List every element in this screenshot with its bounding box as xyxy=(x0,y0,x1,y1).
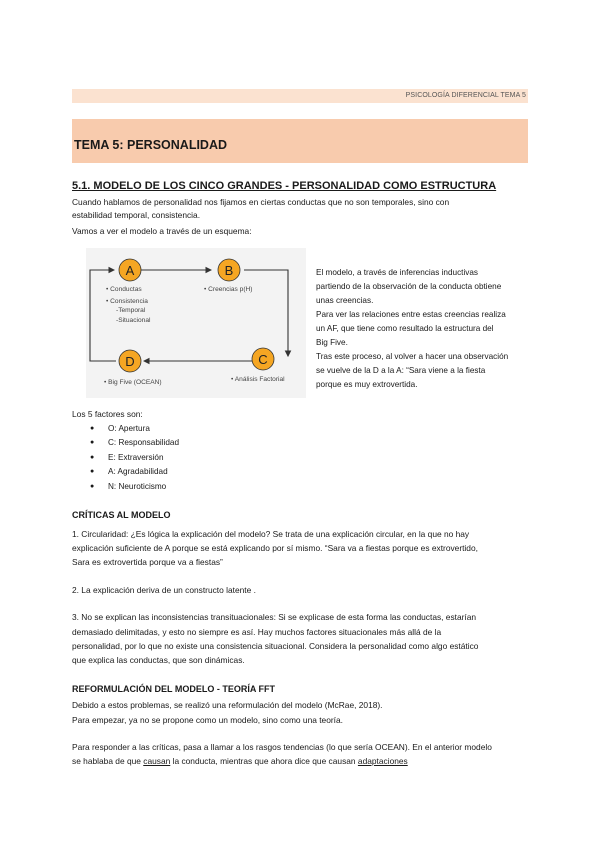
factor-item: ● O: Apertura xyxy=(90,422,179,436)
side-line-1: El modelo, a través de inferencias inductivas xyxy=(316,268,479,277)
underlined-causan: causan xyxy=(143,756,171,766)
factors-list xyxy=(90,422,179,494)
critica-3-line-4: que explica las conductas, que son dinámicas. xyxy=(72,655,245,665)
side-line-9: porque es muy extrovertida. xyxy=(316,380,418,389)
factor-item: ● E: Extraversión xyxy=(90,451,179,465)
reformulacion-line-1: Debido a estos problemas, se realizó una reformulación del modelo (McRae, 2018). xyxy=(72,700,383,710)
diagram-explanation xyxy=(316,266,530,392)
section-heading: 5.1. MODELO DE LOS CINCO GRANDES - PERSONALIDAD COMO ESTRUCTURA xyxy=(72,180,497,192)
page-title: TEMA 5: PERSONALIDAD xyxy=(74,138,228,152)
factors-title: Los 5 factores son: xyxy=(72,409,143,419)
node-a-label: A xyxy=(125,263,135,278)
critica-1-line-1: 1. Circularidad: ¿Es lógica la explicación del modelo? Se trata de una explicación circular, en la que no hay xyxy=(72,529,470,539)
side-line-7: Tras este proceso, al volver a hacer una observación xyxy=(316,352,509,361)
side-line-6: Big Five. xyxy=(316,338,348,347)
a-item-consistencia: • Consistencia xyxy=(106,298,148,305)
a-item-situacional: -Situacional xyxy=(116,317,151,324)
critica-1-line-2: explicación suficiente de A porque se está explicando por sí mismo. “Sara va a fiestas porque es extrovertido, xyxy=(72,543,478,553)
b-item-creencias: • Creencias p(H) xyxy=(204,286,253,293)
arrow-d-to-a xyxy=(90,270,116,361)
reformulacion-text-b: la conducta, mientras que ahora dice que causan xyxy=(170,756,358,766)
reformulacion-line-2: Para empezar, ya no se propone como un modelo, sino como una teoría. xyxy=(72,715,343,725)
reformulacion-heading: REFORMULACIÓN DEL MODELO - TEORÍA FFT xyxy=(72,684,275,694)
c-item-analisis: • Análisis Factorial xyxy=(231,376,285,383)
critica-2: 2. La explicación deriva de un constructo latente . xyxy=(72,585,256,595)
intro-line-2: estabilidad temporal, consistencia. xyxy=(72,210,201,220)
title-band xyxy=(72,119,528,163)
critica-3-line-3: personalidad, por lo que no existe una consistencia situacional. Considera la personalidad como algo estático xyxy=(72,641,479,651)
underlined-adaptaciones: adaptaciones xyxy=(357,756,408,766)
side-line-2: partiendo de la observación de la conducta obtiene xyxy=(316,282,502,291)
d-item-bigfive: • Big Five (OCEAN) xyxy=(104,379,162,386)
reformulacion-line-4 xyxy=(72,755,528,769)
side-line-3: unas creencias. xyxy=(316,296,374,305)
model-diagram xyxy=(86,248,306,398)
reformulacion-line-3: Para responder a las críticas, pasa a llamar a los rasgos tendencias (lo que sería OCEAN). En el anterior modelo xyxy=(72,742,492,752)
critica-1-line-3: Sara es extrovertida porque va a fiestas” xyxy=(72,557,223,567)
arrow-b-to-c xyxy=(244,270,288,356)
reformulacion-text-a: se hablaba de que xyxy=(72,756,144,766)
factor-item: ● A: Agradabilidad xyxy=(90,465,179,479)
intro-line-1: Cuando hablamos de personalidad nos fijamos en ciertas conductas que no son temporales, sino con xyxy=(72,197,450,207)
a-item-conductas: • Conductas xyxy=(106,286,142,293)
side-line-8: se vuelve de la D a la A: “Sara viene a la fiesta xyxy=(316,366,486,375)
factor-item: ● C: Responsabilidad xyxy=(90,436,179,450)
critica-3-line-1: 3. No se explican las inconsistencias transituacionales: Si se explicase de esta forma las conductas, estarían xyxy=(72,612,477,622)
critica-3-line-2: demasiado delimitadas, y esto no siempre es así. Hay muchos factores situacionales más allá de la xyxy=(72,627,442,637)
node-c-label: C xyxy=(258,352,268,367)
node-b-label: B xyxy=(224,263,234,278)
factor-item: ● N: Neuroticismo xyxy=(90,480,179,494)
criticas-heading: CRÍTICAS AL MODELO xyxy=(72,510,171,520)
side-line-5: un AF, que tiene como resultado la estructura del xyxy=(316,324,494,333)
running-header: PSICOLOGÍA DIFERENCIAL TEMA 5 xyxy=(72,89,528,103)
a-item-temporal: -Temporal xyxy=(116,307,146,314)
side-line-4: Para ver las relaciones entre estas creencias realiza xyxy=(316,310,506,319)
node-d-label: D xyxy=(125,354,135,369)
intro-line-3: Vamos a ver el modelo a través de un esquema: xyxy=(72,226,252,236)
